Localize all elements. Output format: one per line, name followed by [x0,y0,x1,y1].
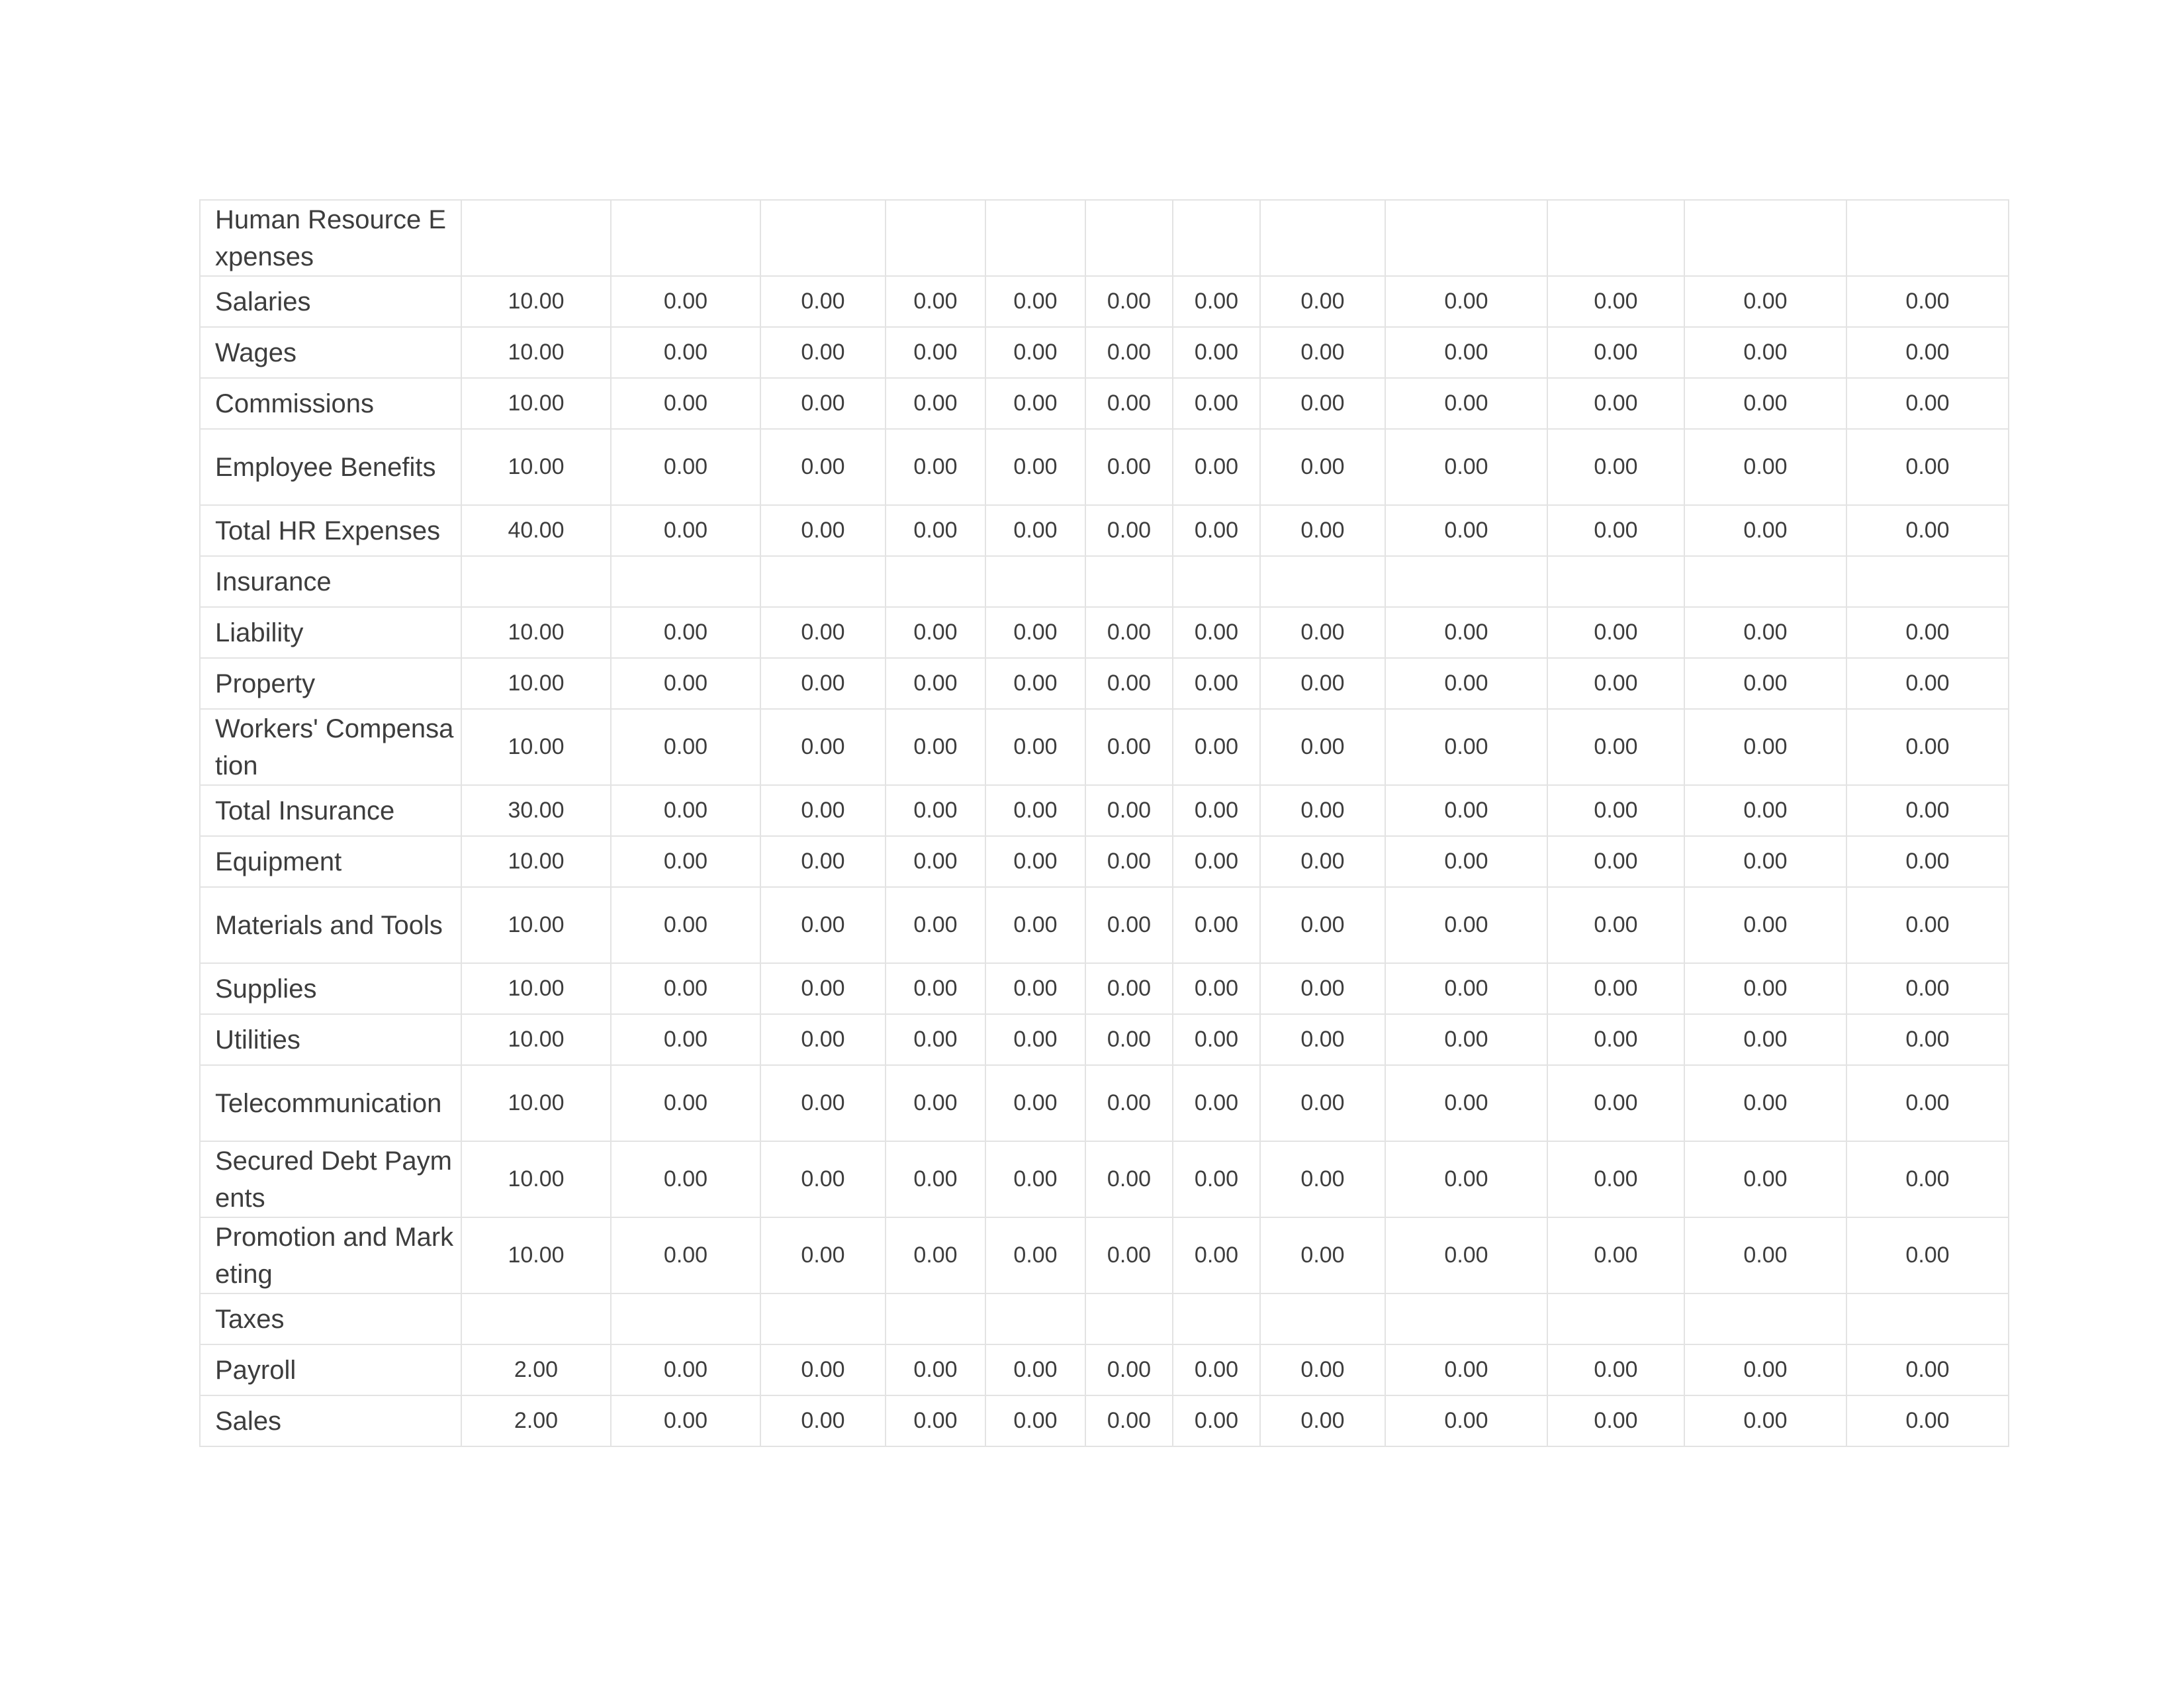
value-cell: 10.00 [461,1014,611,1065]
value-cell [985,556,1085,607]
value-cell: 0.00 [1547,378,1684,429]
value-cell: 0.00 [1260,1065,1385,1141]
value-cell: 10.00 [461,658,611,709]
value-cell: 0.00 [985,1344,1085,1395]
row-label: Total Insurance [200,785,461,836]
value-cell: 10.00 [461,836,611,887]
value-cell: 0.00 [985,785,1085,836]
value-cell: 10.00 [461,607,611,658]
value-cell: 0.00 [886,1014,985,1065]
value-cell [611,1293,760,1344]
value-cell [1684,200,1846,276]
value-cell: 0.00 [1385,1344,1547,1395]
value-cell [611,556,760,607]
value-cell: 0.00 [1547,505,1684,556]
value-cell: 0.00 [611,1344,760,1395]
value-cell: 0.00 [1684,1065,1846,1141]
value-cell: 10.00 [461,1141,611,1217]
row-label: Utilities [200,1014,461,1065]
table-row [200,1014,2009,1065]
value-cell: 0.00 [760,658,886,709]
value-cell: 0.00 [1085,327,1173,378]
value-cell: 0.00 [1684,963,1846,1014]
table-row [200,836,2009,887]
row-label: Human Resource Expenses [200,200,461,276]
value-cell: 10.00 [461,709,611,785]
value-cell: 0.00 [1385,429,1547,505]
value-cell: 0.00 [611,1141,760,1217]
value-cell: 0.00 [1260,1344,1385,1395]
value-cell: 0.00 [1085,607,1173,658]
value-cell [1173,200,1260,276]
value-cell: 0.00 [760,1065,886,1141]
value-cell: 0.00 [1846,505,2009,556]
value-cell: 0.00 [611,785,760,836]
value-cell: 0.00 [1684,327,1846,378]
row-label: Secured Debt Payments [200,1141,461,1217]
value-cell: 0.00 [1547,658,1684,709]
value-cell: 0.00 [611,378,760,429]
value-cell: 0.00 [1547,1217,1684,1293]
value-cell: 0.00 [1547,887,1684,963]
value-cell [1260,200,1385,276]
value-cell: 0.00 [1684,505,1846,556]
value-cell: 0.00 [1173,836,1260,887]
row-label: Wages [200,327,461,378]
value-cell: 0.00 [1173,378,1260,429]
value-cell: 0.00 [1085,709,1173,785]
value-cell: 0.00 [1684,1344,1846,1395]
row-label: Employee Benefits [200,429,461,505]
value-cell: 0.00 [1173,505,1260,556]
value-cell: 0.00 [1846,607,2009,658]
value-cell: 0.00 [611,505,760,556]
table-row [200,276,2009,327]
value-cell: 0.00 [1846,1141,2009,1217]
table-row [200,429,2009,505]
value-cell: 0.00 [1684,658,1846,709]
value-cell: 0.00 [1173,658,1260,709]
value-cell: 0.00 [1260,1217,1385,1293]
value-cell: 0.00 [1846,658,2009,709]
value-cell: 0.00 [1846,887,2009,963]
value-cell [760,556,886,607]
value-cell: 0.00 [760,276,886,327]
value-cell: 10.00 [461,429,611,505]
value-cell: 0.00 [1260,276,1385,327]
value-cell: 0.00 [1260,1395,1385,1446]
value-cell [886,556,985,607]
value-cell: 0.00 [760,709,886,785]
value-cell: 0.00 [1173,327,1260,378]
value-cell: 0.00 [1846,429,2009,505]
value-cell: 0.00 [985,429,1085,505]
value-cell: 0.00 [1260,1141,1385,1217]
value-cell [1385,1293,1547,1344]
value-cell: 0.00 [1385,607,1547,658]
table-row [200,556,2009,607]
value-cell [1385,200,1547,276]
value-cell [1085,200,1173,276]
value-cell: 0.00 [1684,785,1846,836]
value-cell [1547,1293,1684,1344]
value-cell: 0.00 [1547,327,1684,378]
value-cell: 0.00 [1385,1395,1547,1446]
value-cell: 10.00 [461,963,611,1014]
value-cell: 0.00 [1385,887,1547,963]
value-cell [1085,556,1173,607]
value-cell: 0.00 [1846,1065,2009,1141]
value-cell: 0.00 [1684,709,1846,785]
value-cell: 0.00 [1684,276,1846,327]
value-cell: 0.00 [1173,276,1260,327]
value-cell: 0.00 [1547,1344,1684,1395]
value-cell: 0.00 [760,1217,886,1293]
value-cell: 0.00 [1547,1395,1684,1446]
value-cell: 0.00 [1173,1141,1260,1217]
table-row [200,1293,2009,1344]
value-cell: 10.00 [461,887,611,963]
value-cell [461,200,611,276]
table-row [200,963,2009,1014]
value-cell: 0.00 [985,887,1085,963]
value-cell: 0.00 [1085,1344,1173,1395]
value-cell: 0.00 [1385,836,1547,887]
value-cell: 0.00 [611,887,760,963]
row-label: Promotion and Marketing [200,1217,461,1293]
value-cell: 0.00 [1684,429,1846,505]
value-cell: 0.00 [1085,785,1173,836]
value-cell: 0.00 [1173,963,1260,1014]
value-cell: 0.00 [1260,963,1385,1014]
value-cell: 0.00 [760,836,886,887]
value-cell: 0.00 [760,505,886,556]
value-cell: 0.00 [1085,1395,1173,1446]
value-cell: 40.00 [461,505,611,556]
value-cell: 0.00 [985,1065,1085,1141]
value-cell: 0.00 [1385,327,1547,378]
value-cell: 0.00 [611,607,760,658]
value-cell: 0.00 [1085,963,1173,1014]
value-cell: 0.00 [1260,709,1385,785]
value-cell: 0.00 [760,963,886,1014]
value-cell: 0.00 [1085,1141,1173,1217]
value-cell: 2.00 [461,1395,611,1446]
value-cell: 0.00 [1385,963,1547,1014]
value-cell: 0.00 [1173,887,1260,963]
value-cell: 0.00 [985,1141,1085,1217]
value-cell: 0.00 [886,505,985,556]
value-cell: 0.00 [985,709,1085,785]
value-cell [1547,200,1684,276]
value-cell: 0.00 [985,276,1085,327]
value-cell: 0.00 [1085,378,1173,429]
value-cell [985,200,1085,276]
value-cell: 0.00 [1846,1395,2009,1446]
value-cell: 0.00 [1846,276,2009,327]
table-row [200,1395,2009,1446]
row-label: Taxes [200,1293,461,1344]
value-cell: 0.00 [1173,1344,1260,1395]
value-cell: 0.00 [985,836,1085,887]
value-cell: 0.00 [760,327,886,378]
value-cell [985,1293,1085,1344]
value-cell: 0.00 [1547,836,1684,887]
value-cell: 0.00 [1173,1217,1260,1293]
value-cell: 0.00 [1684,1395,1846,1446]
table-row [200,1141,2009,1217]
table-row [200,887,2009,963]
table-row [200,200,2009,276]
value-cell: 0.00 [1846,327,2009,378]
table-row [200,378,2009,429]
value-cell: 0.00 [886,1217,985,1293]
value-cell: 0.00 [1385,709,1547,785]
row-label: Telecommunication [200,1065,461,1141]
value-cell: 0.00 [611,1065,760,1141]
value-cell: 0.00 [1085,1065,1173,1141]
value-cell [1173,556,1260,607]
value-cell: 10.00 [461,378,611,429]
value-cell [760,1293,886,1344]
value-cell: 0.00 [985,658,1085,709]
row-label: Liability [200,607,461,658]
value-cell: 0.00 [1684,607,1846,658]
value-cell: 0.00 [1547,429,1684,505]
value-cell: 0.00 [1684,887,1846,963]
expenses-table-body [200,200,2009,1446]
value-cell: 0.00 [1846,836,2009,887]
value-cell: 0.00 [1260,658,1385,709]
value-cell: 0.00 [886,276,985,327]
row-label: Total HR Expenses [200,505,461,556]
value-cell: 0.00 [985,1217,1085,1293]
value-cell: 0.00 [886,836,985,887]
value-cell: 0.00 [1684,836,1846,887]
value-cell [611,200,760,276]
row-label: Materials and Tools [200,887,461,963]
value-cell: 0.00 [1846,1014,2009,1065]
value-cell: 0.00 [1846,709,2009,785]
value-cell: 0.00 [886,963,985,1014]
value-cell: 0.00 [1085,658,1173,709]
value-cell [461,556,611,607]
value-cell: 0.00 [760,887,886,963]
value-cell: 0.00 [1547,785,1684,836]
value-cell: 0.00 [611,1217,760,1293]
value-cell: 10.00 [461,1217,611,1293]
value-cell: 0.00 [886,1065,985,1141]
value-cell: 0.00 [1846,378,2009,429]
value-cell: 0.00 [760,607,886,658]
row-label: Equipment [200,836,461,887]
value-cell: 0.00 [1085,1014,1173,1065]
value-cell: 0.00 [1547,963,1684,1014]
value-cell: 0.00 [611,327,760,378]
value-cell: 0.00 [1260,505,1385,556]
value-cell: 0.00 [1547,1141,1684,1217]
value-cell [760,200,886,276]
value-cell [1684,1293,1846,1344]
value-cell: 0.00 [1085,276,1173,327]
value-cell: 10.00 [461,1065,611,1141]
value-cell: 0.00 [1085,836,1173,887]
row-label: Workers' Compensation [200,709,461,785]
value-cell: 0.00 [760,1141,886,1217]
value-cell: 0.00 [1173,1065,1260,1141]
value-cell: 0.00 [611,836,760,887]
value-cell: 0.00 [1684,1014,1846,1065]
value-cell: 0.00 [886,378,985,429]
value-cell [461,1293,611,1344]
value-cell: 0.00 [1547,276,1684,327]
value-cell: 0.00 [760,1014,886,1065]
value-cell: 0.00 [1385,785,1547,836]
value-cell: 0.00 [985,505,1085,556]
value-cell: 0.00 [1684,378,1846,429]
value-cell: 0.00 [886,1395,985,1446]
row-label: Commissions [200,378,461,429]
value-cell [1260,556,1385,607]
value-cell: 0.00 [611,658,760,709]
value-cell: 0.00 [1385,1065,1547,1141]
value-cell: 0.00 [985,963,1085,1014]
value-cell: 0.00 [611,709,760,785]
value-cell [886,1293,985,1344]
table-row [200,785,2009,836]
value-cell: 0.00 [1260,887,1385,963]
value-cell: 0.00 [985,1014,1085,1065]
value-cell [1547,556,1684,607]
table-row [200,505,2009,556]
value-cell: 0.00 [886,1141,985,1217]
table-row [200,607,2009,658]
value-cell: 0.00 [611,276,760,327]
value-cell: 0.00 [1547,1014,1684,1065]
value-cell: 30.00 [461,785,611,836]
value-cell: 0.00 [886,658,985,709]
value-cell: 0.00 [886,709,985,785]
value-cell: 0.00 [1173,709,1260,785]
value-cell: 0.00 [1260,378,1385,429]
value-cell [1385,556,1547,607]
row-label: Property [200,658,461,709]
value-cell: 10.00 [461,327,611,378]
table-row [200,1344,2009,1395]
value-cell: 0.00 [760,378,886,429]
value-cell: 10.00 [461,276,611,327]
table-row [200,1217,2009,1293]
row-label: Supplies [200,963,461,1014]
value-cell [1846,200,2009,276]
row-label: Insurance [200,556,461,607]
value-cell: 0.00 [985,327,1085,378]
value-cell: 0.00 [1173,1395,1260,1446]
value-cell: 0.00 [1385,1217,1547,1293]
value-cell: 0.00 [1846,963,2009,1014]
expenses-table [199,199,2009,1447]
value-cell: 0.00 [886,1344,985,1395]
value-cell: 0.00 [1547,607,1684,658]
value-cell [1684,556,1846,607]
value-cell: 0.00 [985,1395,1085,1446]
value-cell [886,200,985,276]
value-cell: 0.00 [1085,429,1173,505]
value-cell: 0.00 [886,429,985,505]
table-row [200,709,2009,785]
value-cell: 0.00 [1260,785,1385,836]
row-label: Salaries [200,276,461,327]
value-cell: 0.00 [1085,1217,1173,1293]
value-cell [1846,556,2009,607]
table-row [200,327,2009,378]
value-cell: 0.00 [1385,505,1547,556]
value-cell: 0.00 [1547,1065,1684,1141]
value-cell: 0.00 [1085,887,1173,963]
value-cell: 0.00 [1846,1217,2009,1293]
value-cell: 0.00 [760,785,886,836]
value-cell: 0.00 [611,1014,760,1065]
value-cell: 0.00 [1385,1014,1547,1065]
value-cell: 0.00 [1846,785,2009,836]
value-cell: 0.00 [886,607,985,658]
value-cell: 0.00 [985,607,1085,658]
value-cell [1085,1293,1173,1344]
table-row [200,658,2009,709]
value-cell: 0.00 [1260,607,1385,658]
value-cell: 0.00 [760,1344,886,1395]
value-cell: 0.00 [985,378,1085,429]
value-cell: 0.00 [1260,836,1385,887]
value-cell: 0.00 [611,429,760,505]
value-cell: 0.00 [1260,429,1385,505]
value-cell: 0.00 [1385,1141,1547,1217]
value-cell: 0.00 [1385,378,1547,429]
value-cell: 0.00 [1684,1141,1846,1217]
value-cell [1173,1293,1260,1344]
row-label: Payroll [200,1344,461,1395]
value-cell: 0.00 [611,963,760,1014]
value-cell: 0.00 [760,429,886,505]
value-cell: 0.00 [760,1395,886,1446]
value-cell: 0.00 [1173,429,1260,505]
value-cell: 0.00 [1085,505,1173,556]
value-cell: 0.00 [886,785,985,836]
value-cell: 0.00 [886,327,985,378]
table-row [200,1065,2009,1141]
value-cell: 0.00 [1173,1014,1260,1065]
value-cell: 0.00 [1173,607,1260,658]
value-cell: 0.00 [1846,1344,2009,1395]
value-cell: 2.00 [461,1344,611,1395]
value-cell: 0.00 [1547,709,1684,785]
value-cell: 0.00 [1684,1217,1846,1293]
value-cell: 0.00 [1260,1014,1385,1065]
value-cell: 0.00 [1385,658,1547,709]
value-cell [1260,1293,1385,1344]
row-label: Sales [200,1395,461,1446]
value-cell: 0.00 [611,1395,760,1446]
value-cell [1846,1293,2009,1344]
value-cell: 0.00 [1385,276,1547,327]
value-cell: 0.00 [1260,327,1385,378]
value-cell: 0.00 [1173,785,1260,836]
value-cell: 0.00 [886,887,985,963]
